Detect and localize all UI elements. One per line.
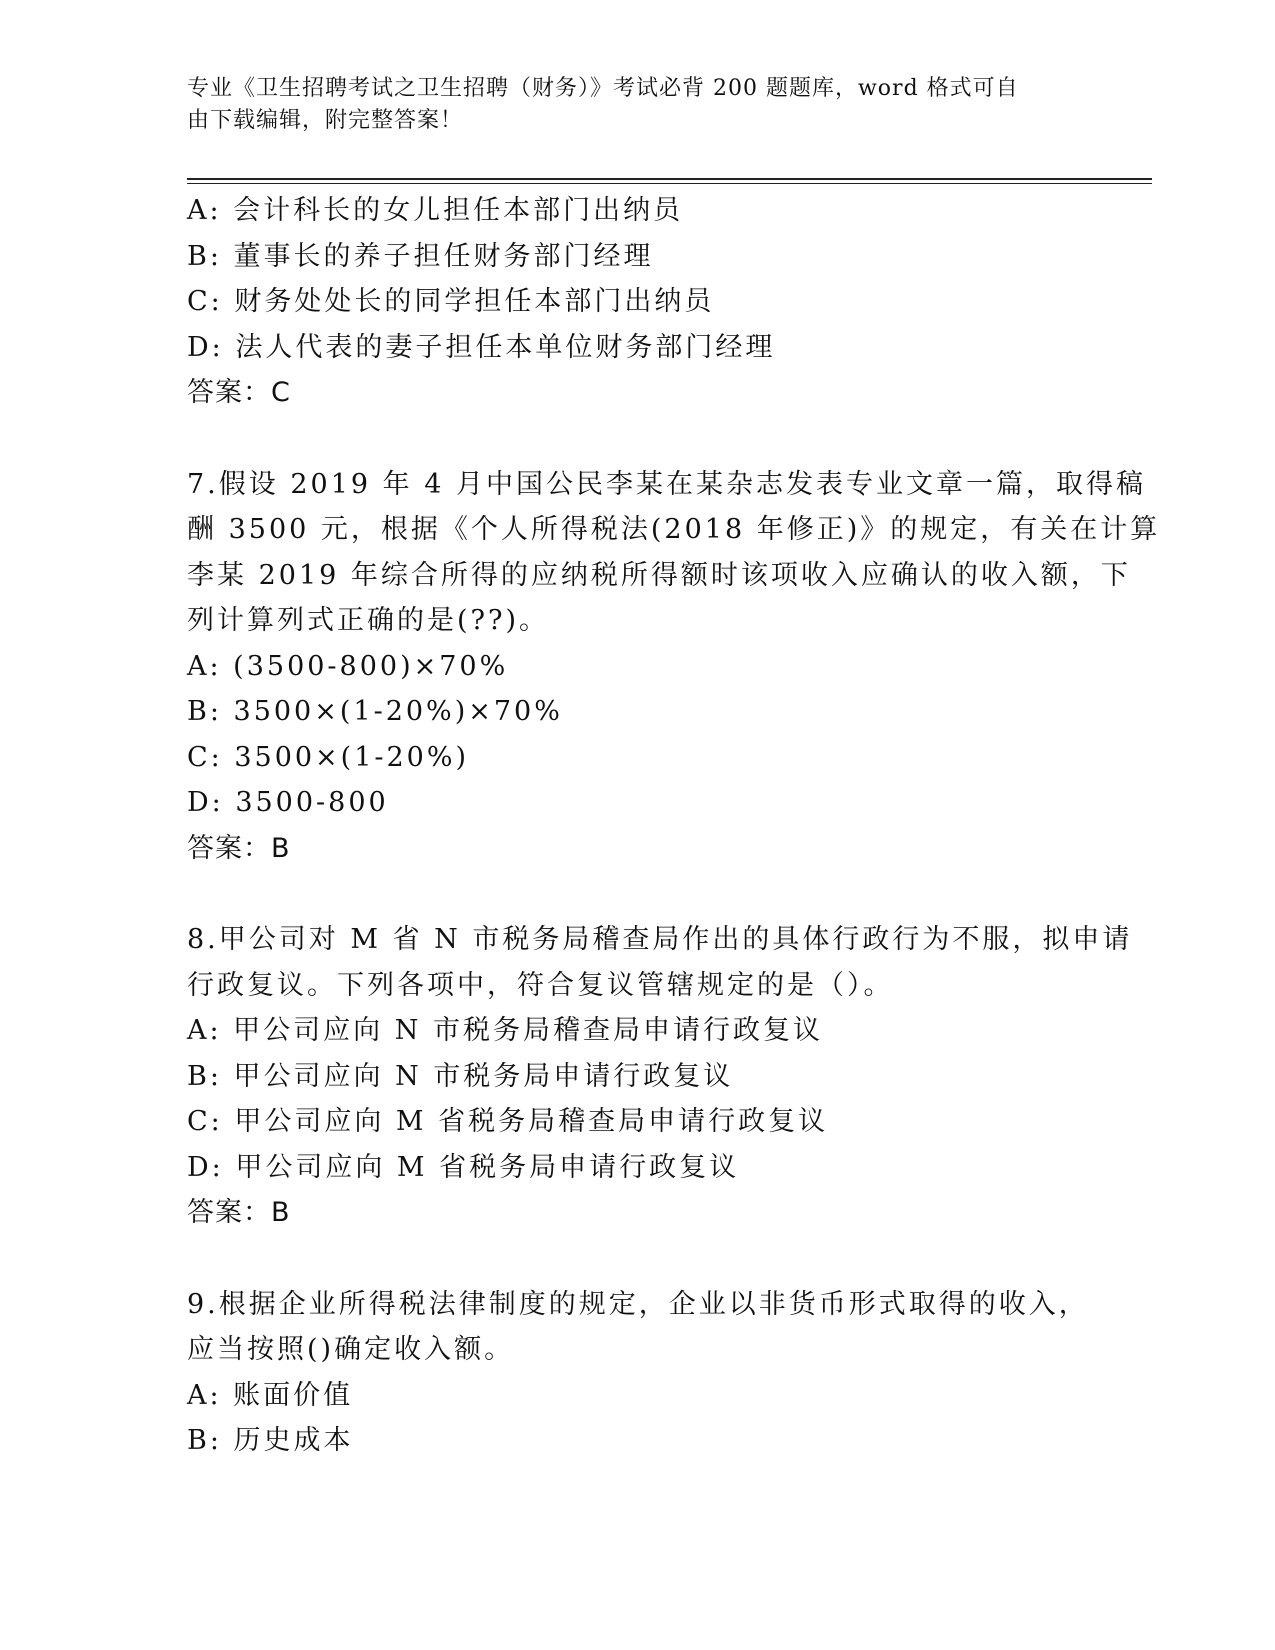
option-a: A: 会计科长的女儿担任本部门出纳员 — [187, 195, 684, 226]
option-a: A: 甲公司应向 N 市税务局稽查局申请行政复议 — [187, 1015, 823, 1046]
header-line-2: 由下载编辑，附完整答案！ — [187, 108, 464, 133]
answer-label: 答案：C — [187, 377, 291, 408]
question-6 — [187, 188, 1087, 416]
option-a: A: (3500-800)×70% — [187, 650, 509, 682]
option-c: C: 财务处处长的同学担任本部门出纳员 — [187, 286, 715, 317]
question-stem-line: 8.甲公司对 M 省 N 市税务局稽查局作出的具体行政行为不服，拟申请 — [187, 924, 1133, 955]
option-b: B: 董事长的养子担任财务部门经理 — [187, 240, 654, 272]
question-stem-line: 李某 2019 年综合所得的应纳税所得额时该项收入应确认的收入额，下 — [187, 559, 1131, 591]
answer-label: 答案：B — [187, 1197, 291, 1228]
option-b: B: 3500×(1-20%)×70% — [187, 696, 563, 727]
option-d: D: 法人代表的妻子担任本单位财务部门经理 — [187, 331, 776, 363]
question-9 — [187, 1282, 1087, 1464]
question-7 — [187, 462, 1161, 872]
answer-label: 答案：B — [187, 832, 291, 864]
question-8 — [187, 917, 1133, 1236]
header-line-1: 专业《卫生招聘考试之卫生招聘（财务）》考试必背 200 题题库，word 格式可自 — [187, 76, 1019, 101]
option-d: D: 3500-800 — [187, 787, 389, 818]
question-stem-line: 行政复议。下列各项中，符合复议管辖规定的是（）。 — [187, 969, 894, 1001]
question-list — [187, 188, 1161, 1464]
option-d: D: 甲公司应向 M 省税务局申请行政复议 — [187, 1151, 740, 1183]
question-stem-line: 应当按照()确定收入额。 — [187, 1334, 515, 1365]
question-stem-line: 7.假设 2019 年 4 月中国公民李某在某杂志发表专业文章一篇，取得稿 — [187, 468, 1146, 500]
option-b: B: 甲公司应向 N 市税务局申请行政复议 — [187, 1060, 734, 1092]
question-stem-line: 酬 3500 元，根据《个人所得税法(2018 年修正)》的规定，有关在计算 — [187, 514, 1161, 545]
header-rule-thin — [187, 183, 1152, 184]
header-rule-thick — [187, 178, 1152, 180]
document-header — [187, 73, 1067, 137]
option-c: C: 甲公司应向 M 省税务局稽查局申请行政复议 — [187, 1106, 829, 1137]
question-stem-line: 9.根据企业所得税法律制度的规定，企业以非货币形式取得的收入， — [187, 1288, 1089, 1320]
question-stem-line: 列计算列式正确的是(??)。 — [187, 605, 550, 636]
option-a: A: 账面价值 — [187, 1379, 354, 1411]
option-c: C: 3500×(1-20%) — [187, 741, 470, 773]
option-b: B: 历史成本 — [187, 1425, 354, 1456]
